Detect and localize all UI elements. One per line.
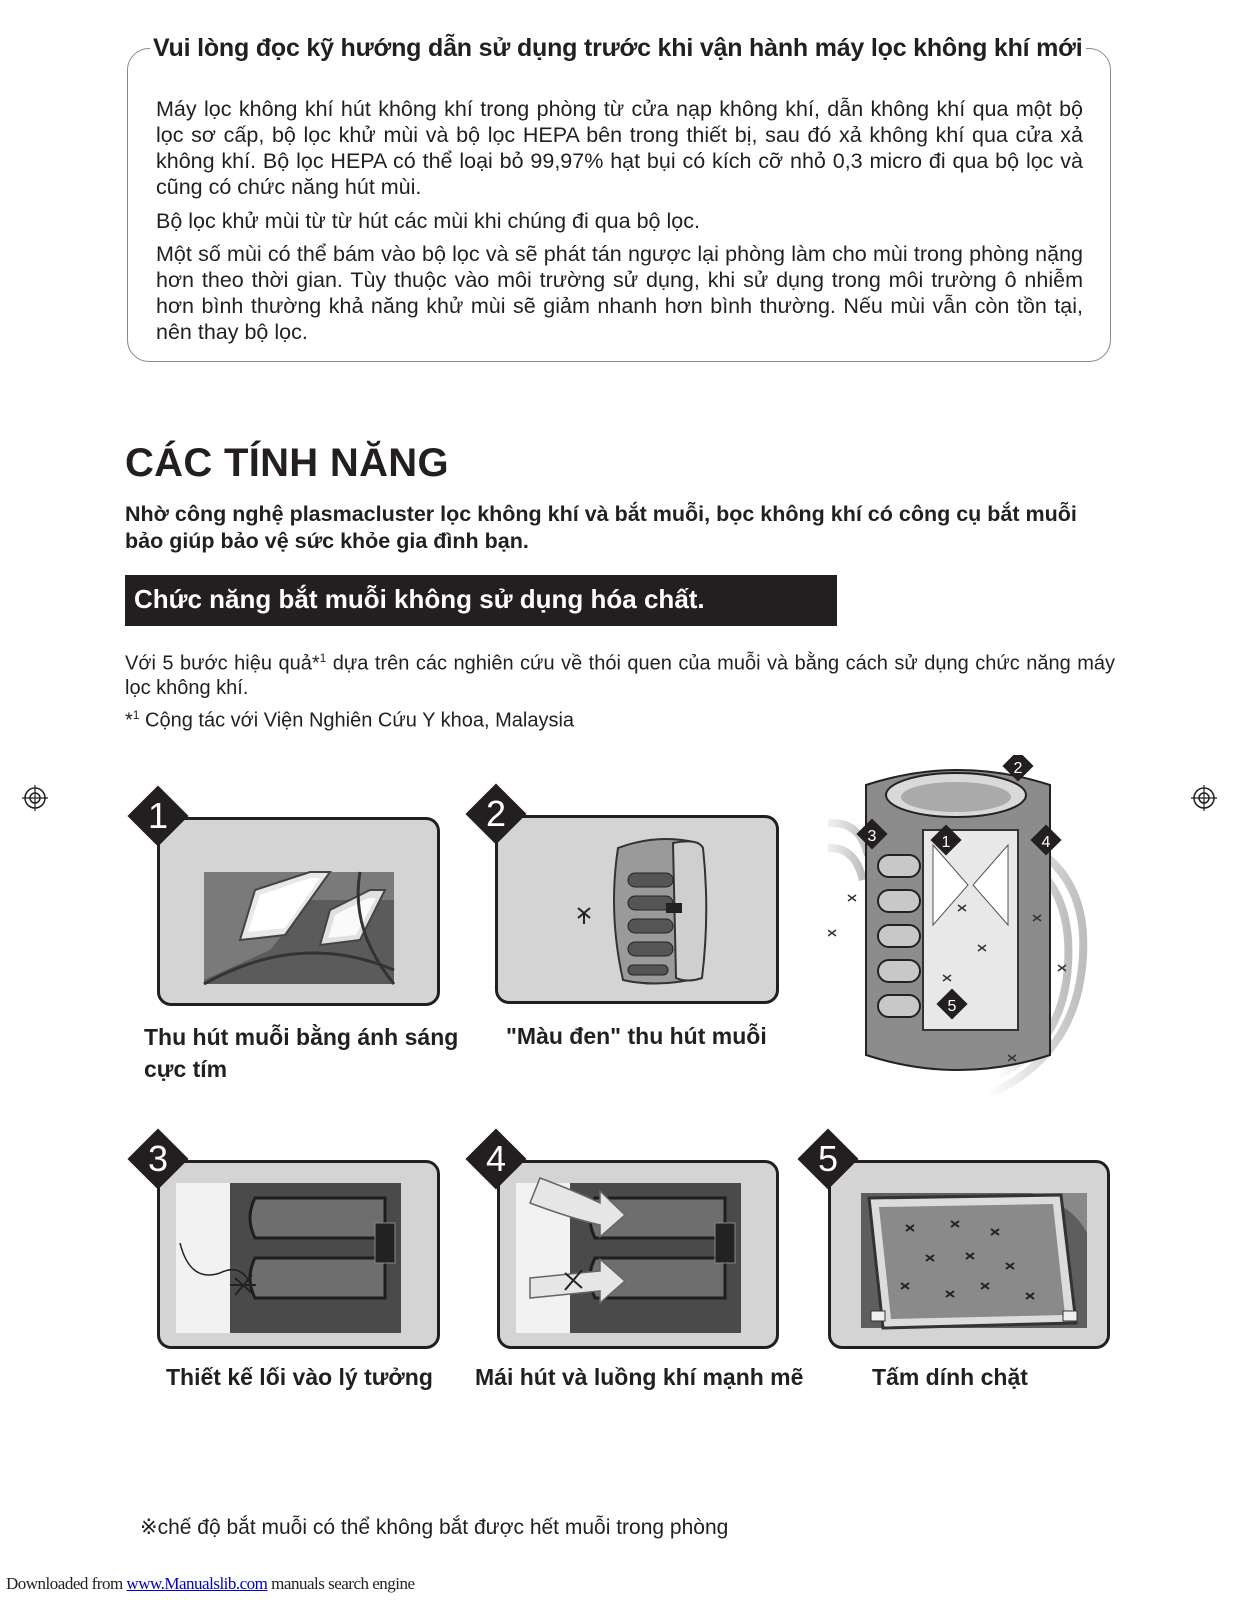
svg-text:5: 5 [947,998,957,1015]
step-number-5: 5 [798,1129,858,1189]
sticky-sheet-illustration-icon [831,1163,1107,1346]
features-intro: Nhờ công nghệ plasmacluster lọc không khí và bắt muỗi, bọc không khí có công cụ bắt muỗi bảo giúp bảo vệ sức khỏe gia đình bạn. [125,502,1077,553]
notice-paragraph: Một số mùi có thể bám vào bộ lọc và sẽ phát tán ngược lại phòng làm cho mùi trong phòng nặng hơn theo thời gian. Tùy thuộc vào môi trường sử dụng, khi sử dụng trong môi trường ô nhiễm hơn bình thường khả năng khử mùi sẽ giảm nhanh hơn bình thường. Nếu mùi vẫn còn tồn tại, nên thay bộ lọc. [156,242,1083,344]
step-number-2: 2 [466,784,526,844]
notice-paragraph: Bộ lọc khử mùi từ từ hút các mùi khi chúng đi qua bộ lọc. [156,209,700,233]
step-number-3: 3 [128,1129,188,1189]
step-number-1: 1 [128,786,188,846]
step-caption-2: "Màu đen" thu hút muỗi [506,1023,767,1049]
registration-mark-icon [22,785,48,811]
feature-banner-text: Chức năng bắt muỗi không sử dụng hóa chất. [134,584,705,614]
black-purifier-illustration-icon [498,818,776,1001]
step-card-1 [157,817,440,1006]
svg-text:2: 2 [1013,760,1023,777]
notice-title: Vui lòng đọc kỹ hướng dẫn sử dụng trước khi vận hành máy lọc không khí mới [150,34,1086,63]
step-card-5 [828,1160,1110,1349]
uv-light-illustration-icon [160,820,437,1003]
footnote: *$^1$ Cộng tác với Viện Nghiên Cứu Y khoa, Malaysia [125,708,575,732]
step-card-2 [495,815,779,1004]
step-caption-5: Tấm dính chặt [872,1364,1028,1390]
step-number-4: 4 [466,1129,526,1189]
section-title: CÁC TÍNH NĂNG [125,441,449,485]
purifier-diagram [828,755,1110,1115]
footer-note: ※chế độ bắt muỗi có thể không bắt được hết muỗi trong phòng [140,1516,729,1539]
step-caption-4: Mái hút và luồng khí mạnh mẽ [475,1364,804,1390]
step-card-4 [497,1160,779,1349]
feature-banner [125,575,837,626]
airflow-illustration-icon [500,1163,776,1346]
svg-text:1: 1 [941,834,951,851]
step-caption-3: Thiết kế lối vào lý tưởng [166,1364,433,1390]
notice-paragraph: Máy lọc không khí hút không khí trong phòng từ cửa nạp không khí, dẫn không khí qua một bộ lọc sơ cấp, bộ lọc khử mùi và bộ lọc HEPA bên trong thiết bị, sau đó xả không khí qua cửa xả không khí. Bộ lọc HEPA có thể loại bỏ 99,97% hạt bụi có kích cỡ nhỏ 0,3 micro đi qua bộ lọc và cũng có chức năng hút mùi. [156,97,1083,199]
registration-mark-icon [1191,785,1217,811]
manualslib-link[interactable]: www.Manualslib.com [126,1574,268,1593]
purifier-cutaway-illustration-icon [828,755,1110,1115]
entrance-design-illustration-icon [160,1163,437,1346]
step-card-3 [157,1160,440,1349]
download-credit: Downloaded from www.Manualslib.com manuals search engine [6,1574,415,1593]
svg-text:3: 3 [867,828,877,845]
step-caption-1: Thu hút muỗi bằng ánh sáng cực tím [144,1024,459,1082]
svg-text:4: 4 [1041,834,1051,851]
feature-description: Với 5 bước hiệu quả*$^1$ dựa trên các nghiên cứu về thói quen của muỗi và bằng cách sử dụng chức năng máy lọc không khí. [125,651,1116,699]
